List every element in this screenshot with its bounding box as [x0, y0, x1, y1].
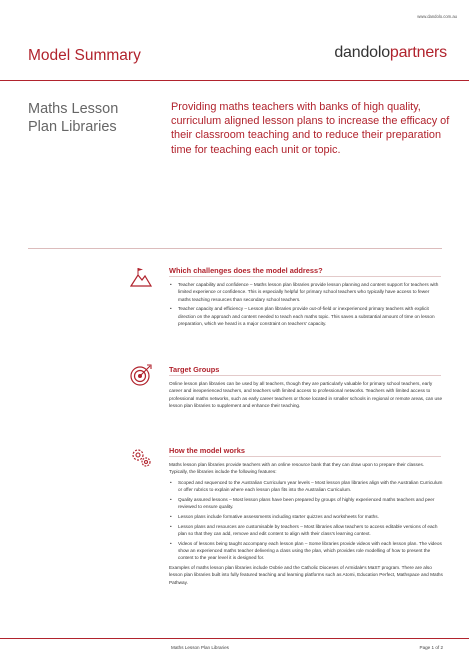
target-groups-body [169, 380, 443, 412]
challenges-body [169, 281, 443, 330]
page-number: Page 1 of 2 [419, 645, 443, 650]
footer-doc-title: Maths Lesson Plan Libraries [171, 645, 229, 650]
side-title: Maths Lesson Plan Libraries [28, 101, 119, 135]
footer-divider [0, 638, 469, 639]
list-item: • Scoped and sequenced to the Australian Curriculum year levels – Most lesson plan libraries align with the Australian Curriculum or offer rubrics to explain where each lesson plan fits into the Australian Curriculum. [169, 479, 443, 494]
paragraph: Examples of maths lesson plan libraries include Oxbrie and the Catholic Dioceses of Armidale's MaST program. There are also lesson plan libraries built into fully featured teaching and learning platforms such as Atomi, Education Perfect, Mathspace and Maths Pathway. [169, 565, 443, 585]
section-underline [169, 276, 441, 277]
brand-name-accent: partners [389, 44, 447, 61]
list-item: • Quality assured lessons – Most lesson plans have been prepared by groups of highly experienced maths teachers and peer reviewed to ensure quality. [169, 496, 443, 511]
section-heading-challenges: Which challenges does the model address? [169, 266, 323, 275]
header-divider [0, 80, 469, 81]
section-heading-target-groups: Target Groups [169, 365, 220, 374]
list-item: • Teacher capability and confidence – Maths lesson plan libraries provide lesson planning and content support for teachers with limited experience or confidence. This is especially helpful for primary school teachers who typically have access to fewer maths teaching resources than secondary school teachers. [169, 281, 443, 303]
site-url[interactable]: www.dandolo.com.au [417, 14, 457, 19]
list-item: • Teacher capacity and efficiency – Lesson plan libraries provide out-of-field or inexperienced primary teachers with explicit direction on the approach and content needed to teach each maths topic. This saves a substantial amount of time on lesson preparation, which we heard is a major constraint on teachers' capacity. [169, 305, 443, 327]
mountain-flag-icon [128, 264, 154, 290]
content-divider [28, 248, 442, 249]
paragraph: Maths lesson plan libraries provide teachers with an online resource bank that they can draw upon to prepare their classes. Typically, the libraries include the following features: [169, 462, 425, 475]
list-item: • Videos of lessons being taught accompany each lesson plan – Some libraries provide videos with each lesson plan. The videos show an experienced maths teacher delivering a class using the plan, which provides role modelling of how to present the content to the year level it is designed for. [169, 540, 443, 562]
section-heading-how-it-works: How the model works [169, 446, 245, 455]
intro-statement: Providing maths teachers with banks of high quality, curriculum aligned lesson plans to increase the efficacy of their classroom teaching and to reduce their preparation time for teaching each unit or topic. [171, 101, 450, 156]
paragraph: Online lesson plan libraries can be used by all teachers, though they are particularly valuable for primary school teachers, early career and inexperienced teachers, and teachers with limited access to professional networks. Teachers with limited access to professional maths networks, such as early career teachers or those located in smaller schools in regional or remote areas, can use lesson plan libraries to supplement and enhance their teaching. [169, 381, 443, 408]
brand-logo [334, 44, 447, 62]
list-item: • Lesson plans and resources are customisable by teachers – Most libraries allow teachers to access editable versions of each plan so that they can add, remove and edit content to align with their class's learning context. [169, 523, 443, 538]
list-item: • Lesson plans include formative assessments including starter quizzes and worksheets for maths. [169, 513, 443, 520]
gears-icon [128, 444, 154, 470]
brand-name: dandolo [334, 44, 390, 61]
target-icon [128, 362, 154, 388]
section-underline [169, 375, 441, 376]
page-title: Model Summary [28, 47, 141, 64]
how-it-works-body [169, 461, 443, 589]
section-underline [169, 456, 441, 457]
